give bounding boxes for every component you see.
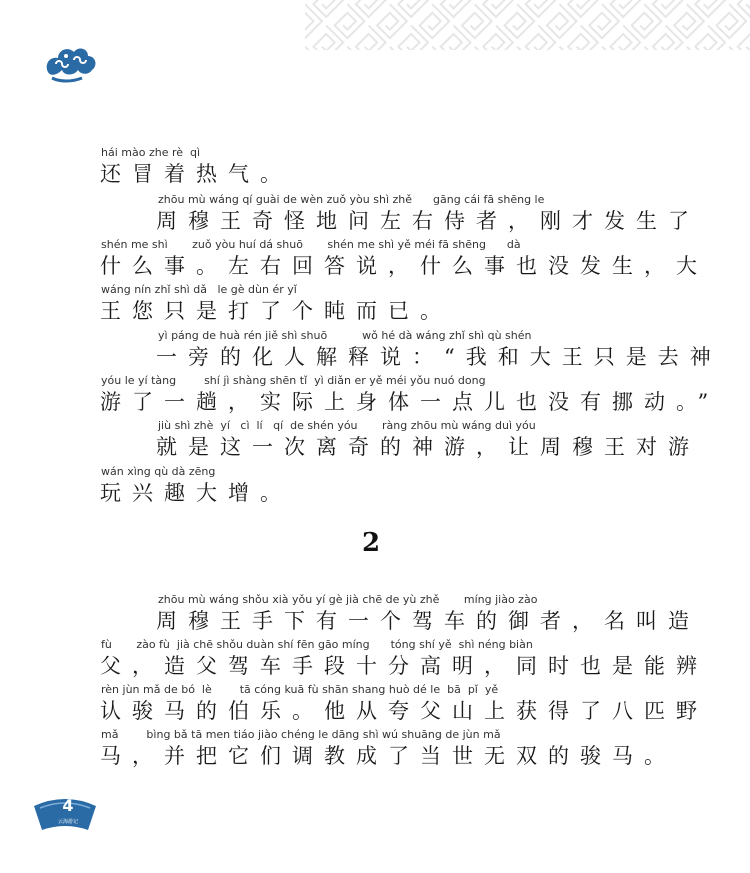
pinyin-line: yì páng de huà rén jiě shì shuō wǒ hé dà wáng zhǐ shì qù shén [158,329,532,342]
pinyin-line: jiù shì zhè yí cì lí qí de shén yóu ràng zhōu mù wáng duì yóu [158,419,536,432]
chinese-line: 父，造父驾车手段十分高明，同时也是能辨 [100,654,708,678]
chinese-line: 还冒着热气。 [100,162,292,186]
pinyin-line: hái mào zhe rè qì [101,146,201,159]
pinyin-line: yóu le yí tàng shí jì shàng shēn tǐ yì diǎn er yě méi yǒu nuó dong [101,374,486,387]
pinyin-line: wáng nín zhǐ shì dǎ le gè dùn ér yǐ [101,283,297,296]
pinyin-line: mǎ bìng bǎ tā men tiáo jiào chéng le dāng shì wú shuāng de jùn mǎ [101,728,501,741]
chinese-line: 周穆王奇怪地问左右侍者，刚才发生了 [156,209,700,233]
pinyin-line: rèn jùn mǎ de bó lè tā cóng kuā fù shān shang huò dé le bā pǐ yě [101,683,499,696]
chinese-line: 什么事。左右回答说，什么事也没发生，大 [100,254,708,278]
chinese-line: 王您只是打了个盹而已。 [100,299,452,323]
chinese-line: 周穆王手下有一个驾车的御者，名叫造 [156,609,700,633]
chinese-line: 游了一趟，实际上身体一点儿也没有挪动。” [100,390,720,414]
chinese-line: 认骏马的伯乐。他从夸父山上获得了八匹野 [100,699,708,723]
chinese-line: 马，并把它们调教成了当世无双的骏马。 [100,744,676,768]
pinyin-line: shén me shì zuǒ yòu huí dá shuō shén me shì yě méi fā shēng dà [101,238,521,251]
chinese-line: 一旁的化人解释说：“我和大王只是去神 [156,345,722,369]
chinese-line: 玩兴趣大增。 [100,481,292,505]
pinyin-line: zhōu mù wáng qí guài de wèn zuǒ yòu shì zhě gāng cái fā shēng le [158,193,545,206]
pinyin-line: fù zào fù jià chē shǒu duàn shí fēn gāo míng tóng shí yě shì néng biàn [101,638,533,651]
cloud-ornament-icon [42,42,100,84]
page-subtitle: 云海游记 [57,819,78,825]
decorative-fret-pattern [305,0,750,50]
pinyin-line: zhōu mù wáng shǒu xià yǒu yí gè jià chē de yù zhě míng jiào zào [158,593,538,606]
chinese-line: 就是这一次离奇的神游，让周穆王对游 [156,435,700,459]
section-heading: 2 [362,528,381,558]
pinyin-line: wán xìng qù dà zēng [101,465,216,478]
page-number: 4 [62,796,74,815]
